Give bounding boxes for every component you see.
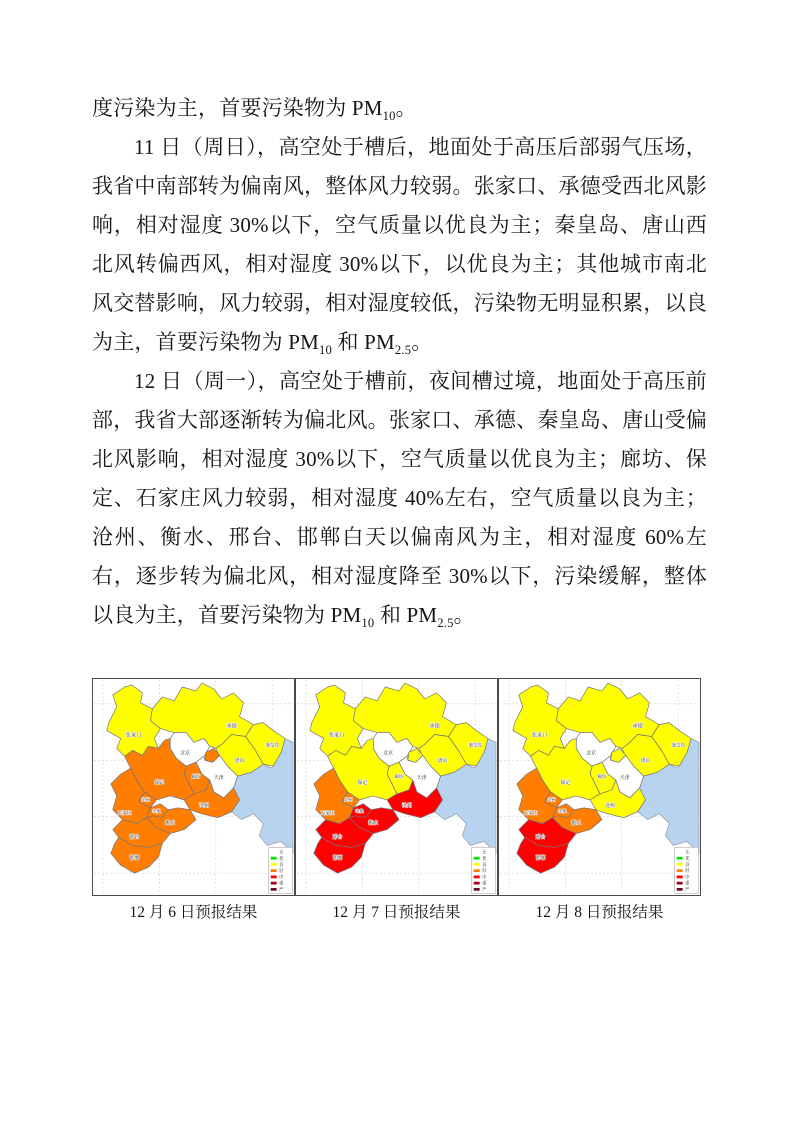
map-caption-0: 12 月 6 日预报结果 xyxy=(129,904,258,921)
body-paragraph-0: 度污染为主，首要污染物为 $PM_{10}$。 xyxy=(92,96,417,124)
legend-swatch-4 xyxy=(474,876,480,879)
legend-label-6: 严 xyxy=(685,886,690,892)
city-label-chengde: 承德 xyxy=(429,723,440,730)
city-label-xingtai: 邢台 xyxy=(129,835,140,841)
city-label-handan: 邯郸 xyxy=(332,856,343,862)
legend-swatch-5 xyxy=(271,882,277,885)
city-label-xinji: 辛集 xyxy=(152,808,161,814)
city-label-zhangjiakou: 张家口 xyxy=(328,732,345,739)
legend-swatch-4 xyxy=(677,876,683,879)
city-label-tangshan: 唐山 xyxy=(234,759,245,765)
legend-label-5: 重 xyxy=(279,880,284,886)
legend-swatch-3 xyxy=(677,869,683,872)
city-label-hengshui: 衡水 xyxy=(368,821,379,827)
legend-label-6: 严 xyxy=(482,886,487,892)
city-label-shijiazhuang: 石家庄 xyxy=(523,810,538,816)
city-label-qinhuangdao: 秦皇岛 xyxy=(265,742,279,748)
city-label-xingtai: 邢台 xyxy=(332,835,343,841)
legend-swatch-3 xyxy=(474,869,480,872)
legend-label-5: 重 xyxy=(685,880,690,886)
legend-swatch-2 xyxy=(677,863,683,866)
city-label-beijing: 北京 xyxy=(180,751,191,757)
city-label-xingtai: 邢台 xyxy=(535,835,546,841)
legend-label-2: 良 xyxy=(279,862,284,868)
legend-swatch-5 xyxy=(474,882,480,885)
legend-swatch-6 xyxy=(271,888,277,891)
city-label-handan: 邯郸 xyxy=(535,856,546,862)
map-legend xyxy=(472,847,496,893)
legend-label-3: 轻 xyxy=(685,868,690,874)
forecast-map-panel-2 xyxy=(498,678,701,922)
legend-label-2: 良 xyxy=(482,862,487,868)
city-label-tianjin: 天津 xyxy=(213,776,224,782)
city-label-langfang: 廊坊 xyxy=(394,774,404,780)
forecast-map-0 xyxy=(92,678,295,896)
legend-label-0: 无 xyxy=(482,849,487,855)
legend-swatch-2 xyxy=(474,863,480,866)
legend-label-1: 优 xyxy=(482,855,487,861)
legend-label-0: 无 xyxy=(685,849,690,855)
city-label-handan: 邯郸 xyxy=(129,856,140,862)
legend-label-1: 优 xyxy=(685,855,690,861)
legend-swatch-4 xyxy=(271,876,277,879)
city-label-zhangjiakou: 张家口 xyxy=(125,732,142,739)
legend-swatch-6 xyxy=(677,888,683,891)
forecast-map-2 xyxy=(498,678,701,896)
city-label-hengshui: 衡水 xyxy=(571,821,582,827)
city-label-beijing: 北京 xyxy=(586,751,597,757)
city-label-xinji: 辛集 xyxy=(558,808,567,814)
legend-label-2: 良 xyxy=(685,862,690,868)
forecast-map-panel-1 xyxy=(295,678,498,922)
city-label-qinhuangdao: 秦皇岛 xyxy=(468,742,482,748)
body-paragraph-1: 11 日（周日），高空处于槽后，地面处于高压后部弱气压场，我省中南部转为偏南风，整体风力较弱。张家口、承德受西北风影响，相对湿度 30%以下，空气质量以优良为主；秦皇岛、唐山西北风转偏西风，相对湿度 30%以下，以优良为主；其他城市南北风交替影响，风力较弱，相对湿度较低，污染物无明显积累，以良为主，首要污染物为 $PM_{10}$ 和 $PM_{2.5}$。 xyxy=(92,135,707,358)
city-label-shijiazhuang: 石家庄 xyxy=(117,810,132,816)
legend-swatch-0 xyxy=(271,851,277,854)
legend-swatch-0 xyxy=(677,851,683,854)
city-label-tianjin: 天津 xyxy=(619,776,630,782)
legend-swatch-2 xyxy=(271,863,277,866)
city-label-tangshan: 唐山 xyxy=(640,759,651,765)
city-label-tangshan: 唐山 xyxy=(437,759,448,765)
city-label-chengde: 承德 xyxy=(226,723,237,730)
map-legend xyxy=(675,847,699,893)
legend-swatch-3 xyxy=(271,869,277,872)
legend-label-4: 中 xyxy=(482,874,487,880)
legend-label-4: 中 xyxy=(685,874,690,880)
legend-swatch-6 xyxy=(474,888,480,891)
city-label-baoding: 保定 xyxy=(357,781,368,787)
city-label-qinhuangdao: 秦皇岛 xyxy=(671,742,685,748)
city-label-shijiazhuang: 石家庄 xyxy=(320,810,335,816)
map-caption-2: 12 月 8 日预报结果 xyxy=(535,904,664,921)
legend-label-1: 优 xyxy=(279,855,284,861)
legend-label-3: 轻 xyxy=(482,868,487,874)
city-label-baoding: 保定 xyxy=(154,781,165,787)
city-label-langfang: 廊坊 xyxy=(191,774,201,780)
map-caption-1: 12 月 7 日预报结果 xyxy=(332,904,461,921)
city-label-zhangjiakou: 张家口 xyxy=(531,732,548,739)
city-label-langfang: 廊坊 xyxy=(597,774,607,780)
city-label-tianjin: 天津 xyxy=(416,776,427,782)
city-label-beijing: 北京 xyxy=(383,751,394,757)
document-body xyxy=(92,89,707,635)
legend-label-3: 轻 xyxy=(279,868,284,874)
city-label-baoding: 保定 xyxy=(560,781,571,787)
forecast-map-panel-0 xyxy=(92,678,295,922)
city-label-cangzhou: 沧州 xyxy=(604,803,615,809)
legend-label-5: 重 xyxy=(482,880,487,886)
legend-label-6: 严 xyxy=(279,886,284,892)
city-label-cangzhou: 沧州 xyxy=(401,803,412,809)
city-label-cangzhou: 沧州 xyxy=(198,803,209,809)
city-label-chengde: 承德 xyxy=(632,723,643,730)
city-label-dingzhou: 定州 xyxy=(547,796,556,802)
legend-swatch-5 xyxy=(677,882,683,885)
city-label-hengshui: 衡水 xyxy=(165,821,176,827)
forecast-map-1 xyxy=(295,678,498,896)
legend-swatch-1 xyxy=(271,857,277,860)
legend-swatch-1 xyxy=(474,857,480,860)
city-label-dingzhou: 定州 xyxy=(344,796,353,802)
legend-swatch-0 xyxy=(474,851,480,854)
legend-label-4: 中 xyxy=(279,874,284,880)
forecast-maps-figure xyxy=(92,678,701,922)
city-label-xinji: 辛集 xyxy=(355,808,364,814)
city-label-dingzhou: 定州 xyxy=(141,796,150,802)
legend-swatch-1 xyxy=(677,857,683,860)
legend-label-0: 无 xyxy=(279,849,284,855)
map-legend xyxy=(269,847,293,893)
body-paragraph-2: 12 日（周一），高空处于槽前，夜间槽过境，地面处于高压前部，我省大部逐渐转为偏北风。张家口、承德、秦皇岛、唐山受偏北风影响，相对湿度 30%以下，空气质量以优良为主；廊坊、保定、石家庄风力较弱，相对湿度 40%左右，空气质量以良为主；沧州、衡水、邢台、邯郸白天以偏南风为主，相对湿度 60%左右，逐步转为偏北风，相对湿度降至 30%以下，污染缓解，整体以良为主，首要污染物为 $PM_{10}$ 和 $PM_{2.5}$。 xyxy=(92,369,707,631)
